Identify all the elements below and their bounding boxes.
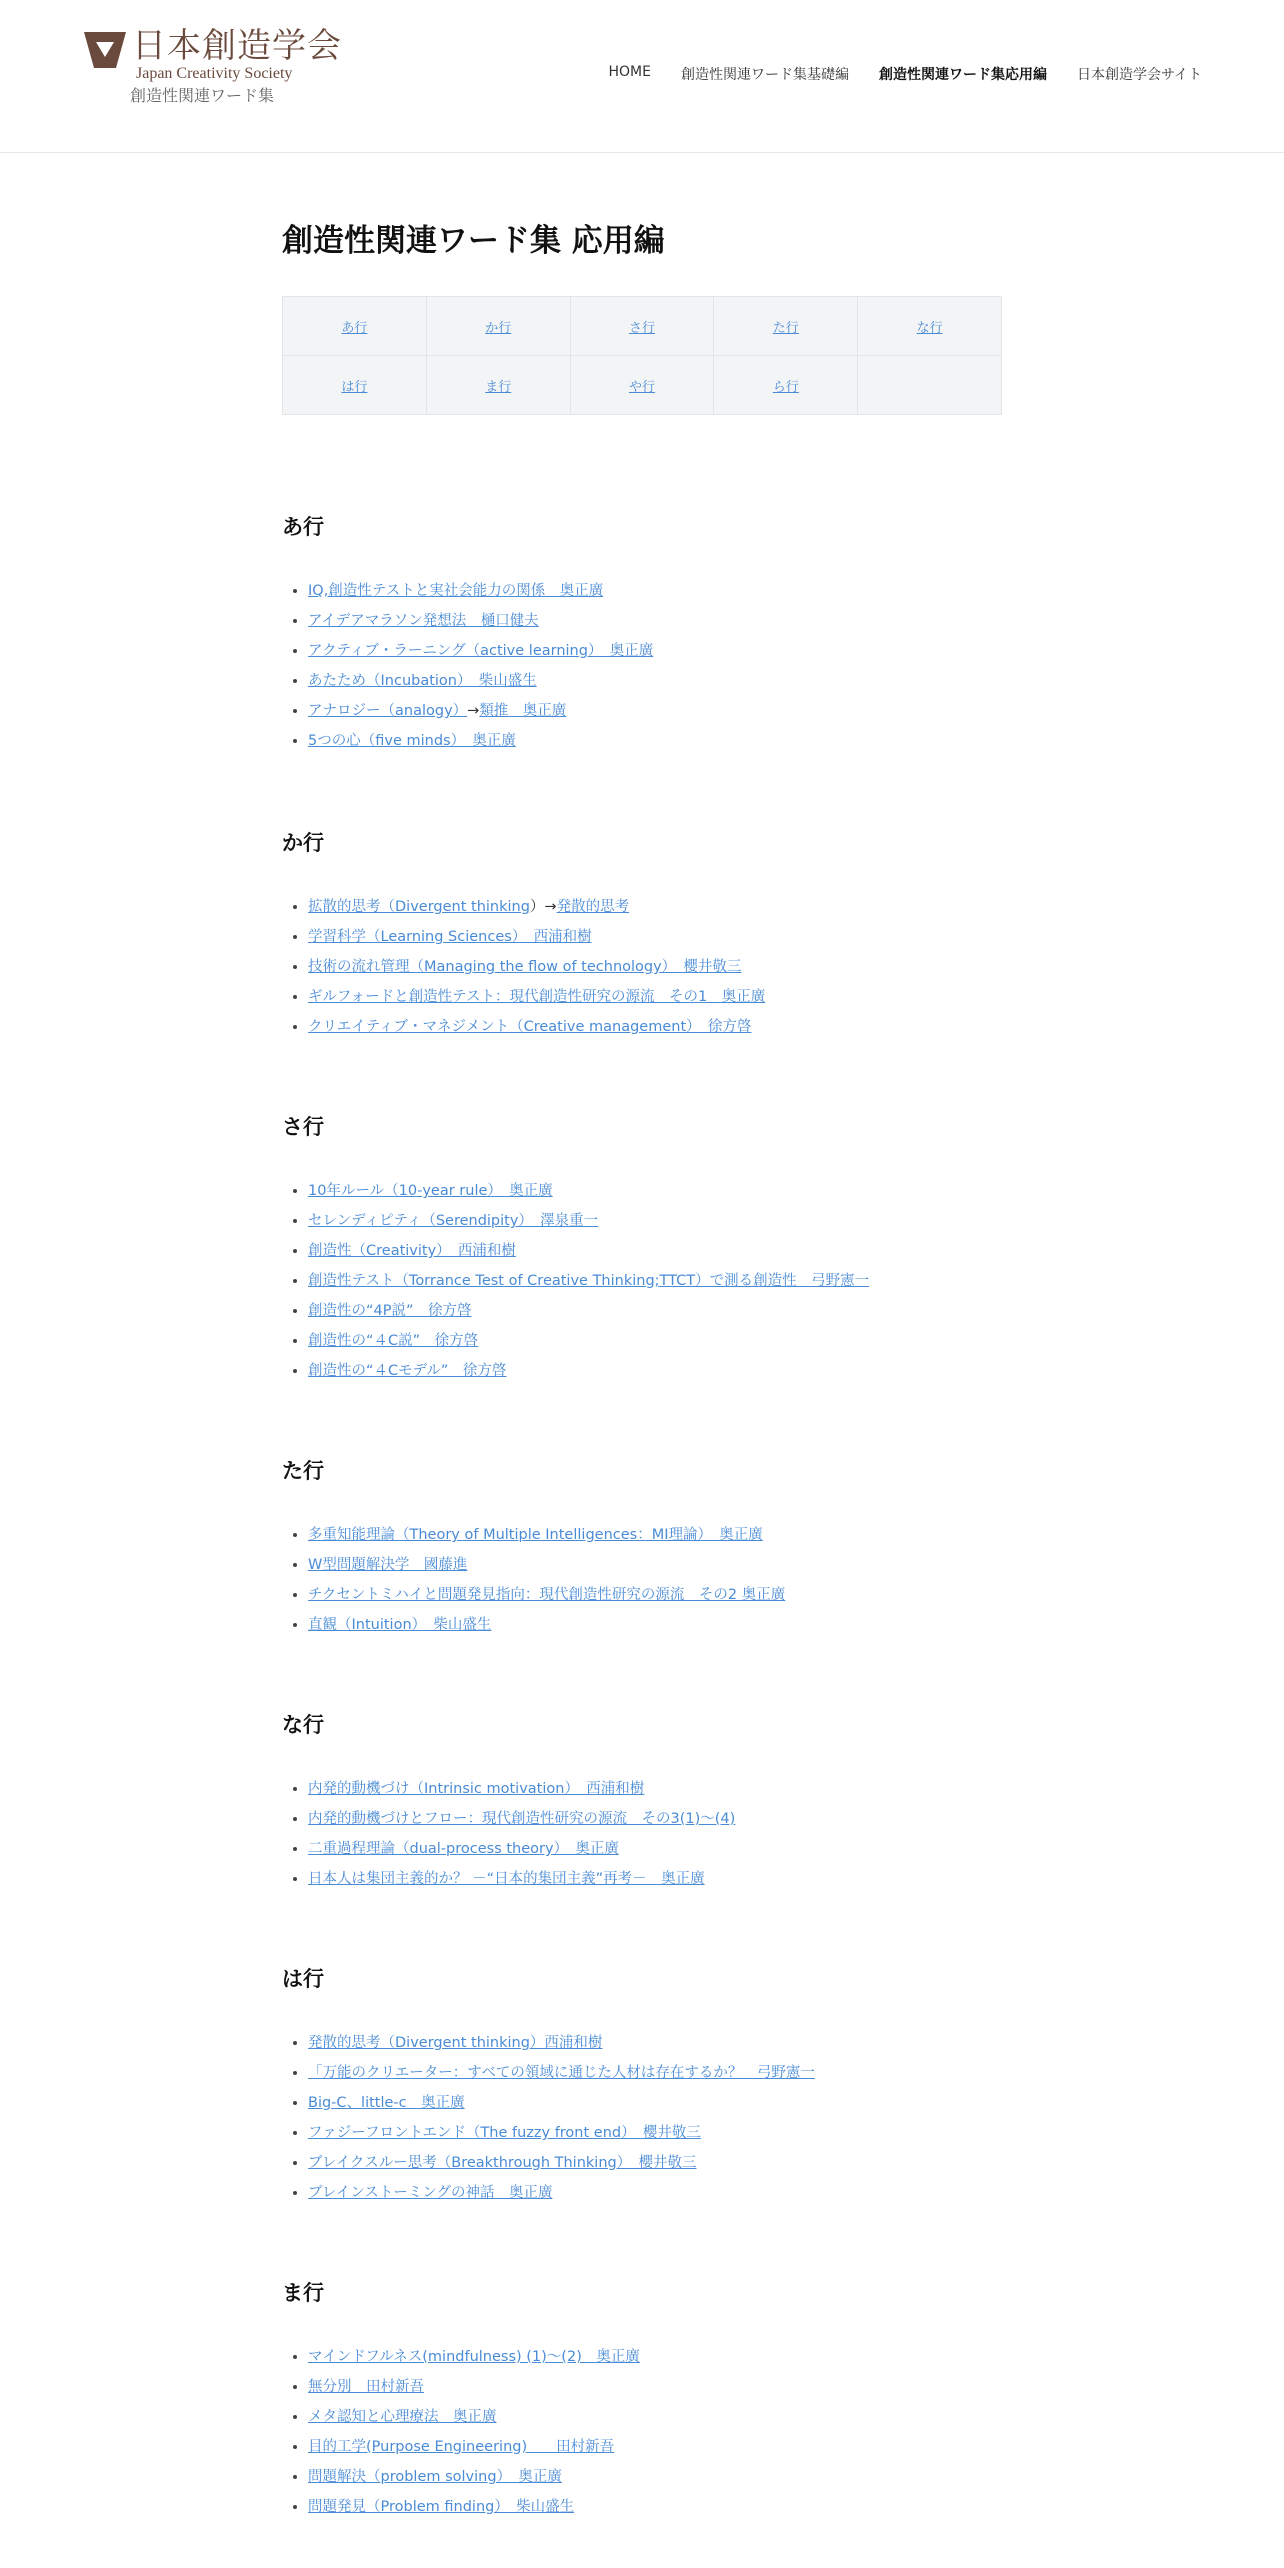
index-link-na[interactable]: な行 [916, 320, 943, 336]
word-link[interactable]: マインドフルネス(mindfulness) (1)～(2) 奥正廣 [308, 2349, 640, 2365]
word-link[interactable]: メタ認知と心理療法 奥正廣 [308, 2409, 497, 2425]
word-link[interactable]: 発散的思考（Divergent thinking）西浦和樹 [308, 2035, 603, 2051]
nav-home[interactable]: HOME [608, 64, 651, 80]
word-link[interactable]: チクセントミハイと問題発見指向：現代創造性研究の源流 その2 奥正廣 [308, 1587, 786, 1603]
list-item [308, 636, 653, 666]
section-heading: た行 [282, 1459, 324, 1483]
list-item [308, 1326, 869, 1356]
word-link[interactable]: ファジーフロントエンド（The fuzzy front end） 櫻井敬三 [308, 2125, 701, 2141]
logo-subtitle: Japan Creativity Society [136, 65, 293, 82]
word-link[interactable]: クリエイティブ・マネジメント（Creative management） 徐方啓 [308, 1019, 752, 1035]
list-item [308, 2118, 815, 2148]
word-link[interactable]: 問題解決（problem solving） 奥正廣 [308, 2469, 562, 2485]
list-item [308, 1520, 785, 1550]
section-4 [282, 1710, 1002, 1887]
section-heading: さ行 [282, 1115, 324, 1139]
word-link[interactable]: 内発的動機づけ（Intrinsic motivation） 西浦和樹 [308, 1781, 645, 1797]
section-5 [282, 1964, 1002, 2201]
list-item [308, 1266, 869, 1296]
word-link[interactable]: 日本人は集団主義的か？ －“日本的集団主義”再考－ 奥正廣 [308, 1871, 705, 1887]
list-item [308, 982, 765, 1012]
index-link-ka[interactable]: か行 [485, 320, 512, 336]
section-3 [282, 1456, 1002, 1633]
logo-title: 日本創造学会 [132, 26, 342, 66]
arrow-separator: → [467, 703, 480, 719]
nav-basic-words[interactable]: 創造性関連ワード集基礎編 [680, 67, 849, 83]
index-link-ya[interactable]: や行 [628, 379, 655, 395]
list-item [308, 2178, 815, 2208]
word-link[interactable]: 創造性の“４C説” 徐方啓 [308, 1333, 479, 1349]
list-item [308, 576, 653, 606]
word-link[interactable]: Big-C、little-c 奥正廣 [308, 2095, 465, 2111]
list-item [308, 1774, 735, 1804]
list-item [308, 2028, 815, 2058]
word-link[interactable]: 創造性（Creativity） 西浦和樹 [308, 1243, 516, 1259]
word-link[interactable]: 技術の流れ管理（Managing the flow of technology） 櫻井敬三 [308, 959, 742, 975]
list-item [308, 1804, 735, 1834]
arrow-separator: ）→ [529, 899, 557, 915]
site-header [0, 0, 1284, 153]
word-list [282, 2028, 815, 2208]
list-item [308, 1864, 735, 1894]
word-link[interactable]: 二重過程理論（dual-process theory） 奥正廣 [308, 1841, 619, 1857]
list-item [308, 2088, 815, 2118]
section-heading: な行 [282, 1713, 324, 1737]
index-link-ta[interactable]: た行 [772, 320, 799, 336]
list-item [308, 1834, 735, 1864]
index-link-ha[interactable]: は行 [341, 379, 368, 395]
section-heading: ま行 [282, 2281, 324, 2305]
page-title: 創造性関連ワード集 応用編 [282, 223, 665, 259]
nav-society-site[interactable]: 日本創造学会サイト [1076, 67, 1202, 83]
list-item [308, 1356, 869, 1386]
word-link-reference[interactable]: 発散的思考 [556, 899, 630, 915]
section-2 [282, 1112, 1002, 1379]
list-item [308, 726, 653, 756]
word-link[interactable]: アイデアマラソン発想法 樋口健夫 [308, 613, 539, 629]
list-item [308, 666, 653, 696]
word-link[interactable]: ブレイクスルー思考（Breakthrough Thinking） 櫻井敬三 [308, 2155, 697, 2171]
list-item [308, 2402, 640, 2432]
word-link[interactable]: IQ,創造性テストと実社会能力の関係 奥正廣 [308, 583, 604, 599]
word-list [282, 1520, 785, 1640]
word-list [282, 576, 653, 756]
word-link[interactable]: 拡散的思考（Divergent thinking [308, 899, 530, 915]
list-item [308, 2432, 640, 2462]
list-item [308, 1176, 869, 1206]
index-link-ma[interactable]: ま行 [485, 379, 512, 395]
nav-applied-words[interactable]: 創造性関連ワード集応用編 [878, 67, 1047, 83]
index-cell-empty [858, 356, 1002, 415]
list-item [308, 2342, 640, 2372]
list-item [308, 2492, 640, 2522]
word-link[interactable]: アナロジー（analogy） [308, 703, 468, 719]
word-link[interactable]: あたため（Incubation） 柴山盛生 [308, 673, 537, 689]
list-item [308, 1580, 785, 1610]
list-item [308, 1236, 869, 1266]
word-link[interactable]: 創造性の“４Cモデル” 徐方啓 [308, 1363, 507, 1379]
list-item [308, 2462, 640, 2492]
word-link[interactable]: 内発的動機づけとフロー：現代創造性研究の源流 その3(1)～(4) [308, 1811, 736, 1827]
site-tagline: 創造性関連ワード集 [130, 86, 275, 105]
section-6 [282, 2278, 1002, 2515]
index-link-a[interactable]: あ行 [341, 320, 368, 336]
list-item [308, 2148, 815, 2178]
word-link[interactable]: 学習科学（Learning Sciences） 西浦和樹 [308, 929, 592, 945]
word-list [282, 2342, 640, 2522]
main-nav [578, 64, 1202, 84]
word-link[interactable]: 10年ルール（10-year rule） 奥正廣 [308, 1183, 553, 1199]
word-list [282, 1774, 735, 1894]
word-link[interactable]: ギルフォードと創造性テスト：現代創造性研究の源流 その1 奥正廣 [308, 989, 766, 1005]
list-item [308, 1296, 869, 1326]
list-item [308, 892, 765, 922]
word-link[interactable]: 創造性テスト（Torrance Test of Creative Thinking;TTCT）で測る創造性 弓野憲一 [308, 1273, 870, 1289]
word-link[interactable]: 問題発見（Problem finding） 柴山盛生 [308, 2499, 575, 2515]
section-heading: は行 [282, 1967, 324, 1991]
list-item [308, 1550, 785, 1580]
section-heading: あ行 [282, 515, 324, 539]
list-item [308, 2058, 815, 2088]
logo-mark-icon [82, 30, 128, 70]
list-item [308, 922, 765, 952]
kana-index-table [282, 296, 1002, 415]
section-1 [282, 828, 1002, 1035]
word-link[interactable]: 目的工学(Purpose Engineering) 田村新吾 [308, 2439, 615, 2455]
index-link-ra[interactable]: ら行 [772, 379, 799, 395]
list-item [308, 952, 765, 982]
word-link[interactable]: 多重知能理論（Theory of Multiple Intelligences：MI理論） 奥正廣 [308, 1527, 763, 1543]
main-content [282, 216, 1002, 395]
word-list [282, 1176, 869, 1386]
list-item [308, 1206, 869, 1236]
section-heading: か行 [282, 831, 324, 855]
word-link[interactable]: 直観（Intuition） 柴山盛生 [308, 1617, 492, 1633]
list-item [308, 696, 653, 726]
word-link[interactable]: ブレインストーミングの神話 奥正廣 [308, 2185, 553, 2201]
list-item [308, 1610, 785, 1640]
word-link[interactable]: 無分別 田村新吾 [308, 2379, 424, 2395]
word-list [282, 892, 765, 1042]
word-link[interactable]: アクティブ・ラーニング（active learning） 奥正廣 [308, 643, 654, 659]
index-link-sa[interactable]: さ行 [628, 320, 655, 336]
list-item [308, 2372, 640, 2402]
list-item [308, 606, 653, 636]
word-link[interactable]: 創造性の“4P説” 徐方啓 [308, 1303, 472, 1319]
section-0 [282, 512, 1002, 749]
word-link[interactable]: セレンディピティ（Serendipity） 澤泉重一 [308, 1213, 599, 1229]
list-item [308, 1012, 765, 1042]
word-link[interactable]: 5つの心（five minds） 奥正廣 [308, 733, 516, 749]
word-link[interactable]: 「万能のクリエーター：すべての領域に通じた人材は存在するか？ 弓野憲一 [308, 2065, 815, 2081]
word-link-reference[interactable]: 類推 奥正廣 [479, 703, 567, 719]
word-link[interactable]: W型問題解決学 國藤進 [308, 1557, 468, 1573]
